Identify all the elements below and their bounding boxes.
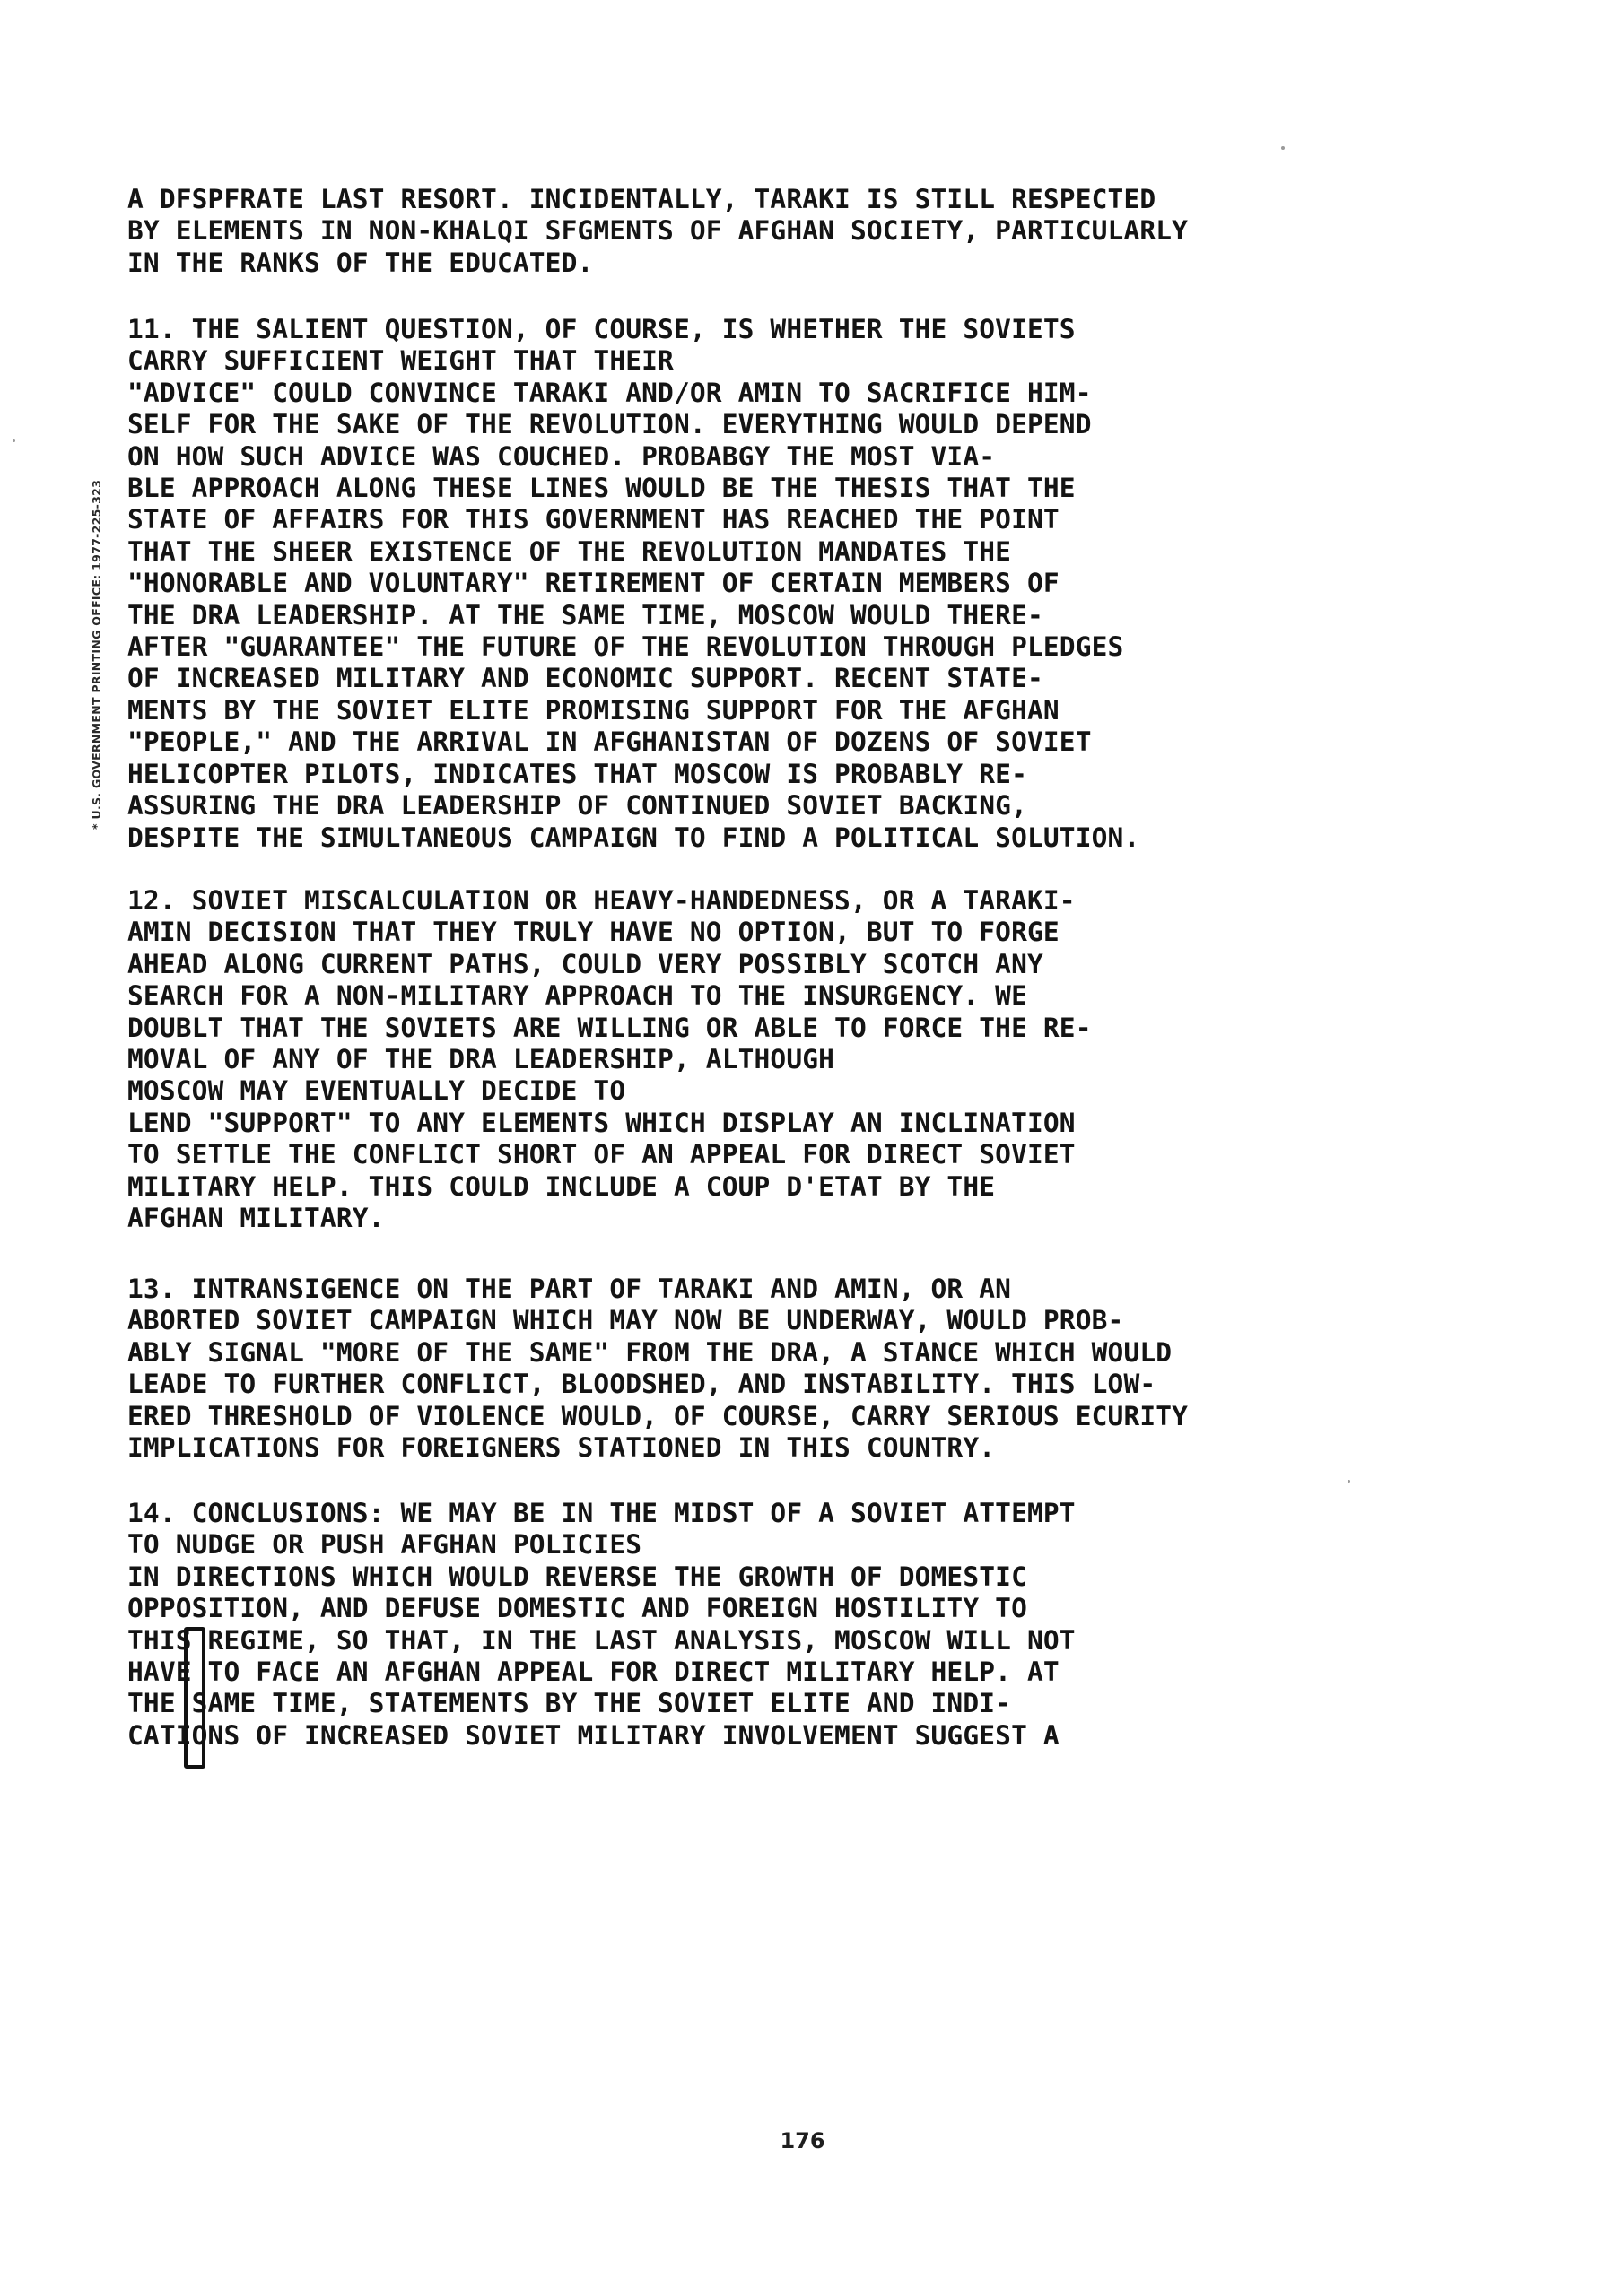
text-line: TO NUDGE OR PUSH AFGHAN POLICIES	[127, 1529, 642, 1561]
text-line: ABLY SIGNAL "MORE OF THE SAME" FROM THE DRA, A STANCE WHICH WOULD	[127, 1336, 1173, 1368]
text-line: LEADE TO FURTHER CONFLICT, BLOODSHED, AND INSTABILITY. THIS LOW-	[127, 1369, 1156, 1400]
scan-speck	[1348, 1480, 1350, 1483]
text-line: 13. INTRANSIGENCE ON THE PART OF TARAKI AND AMIN, OR AN	[127, 1274, 1012, 1304]
text-line: MOSCOW MAY EVENTUALLY DECIDE TO	[127, 1075, 626, 1107]
text-line: HAVE TO FACE AN AFGHAN APPEAL FOR DIRECT MILITARY HELP. AT	[127, 1657, 1060, 1688]
text-line: CATIONS OF INCREASED SOVIET MILITARY INVOLVEMENT SUGGEST A	[127, 1719, 1060, 1751]
text-line: "PEOPLE," AND THE ARRIVAL IN AFGHANISTAN OF DOZENS OF SOVIET	[127, 726, 1092, 758]
paragraph-12	[127, 885, 1092, 1234]
text-line: THAT THE SHEER EXISTENCE OF THE REVOLUTION MANDATES THE	[127, 535, 1012, 567]
paragraph-14	[127, 1498, 1076, 1752]
text-line: IMPLICATIONS FOR FOREIGNERS STATIONED IN THIS COUNTRY.	[127, 1432, 996, 1464]
paragraph-continuation	[127, 184, 1188, 279]
text-line: BLE APPROACH ALONG THESE LINES WOULD BE THE THESIS THAT THE	[127, 473, 1076, 504]
text-line: CARRY SUFFICIENT WEIGHT THAT THEIR	[127, 345, 674, 377]
text-line: LEND "SUPPORT" TO ANY ELEMENTS WHICH DISPLAY AN INCLINATION	[127, 1107, 1076, 1138]
text-line: BY ELEMENTS IN NON-KHALQI SFGMENTS OF AFGHAN SOCIETY, PARTICULARLY	[127, 215, 1189, 247]
text-line: MENTS BY THE SOVIET ELITE PROMISING SUPPORT FOR THE AFGHAN	[127, 694, 1060, 726]
text-line: AMIN DECISION THAT THEY TRULY HAVE NO OPTION, BUT TO FORGE	[127, 917, 1060, 948]
text-line: DOUBLT THAT THE SOVIETS ARE WILLING OR ABLE TO FORCE THE RE-	[127, 1012, 1092, 1043]
text-line: THIS REGIME, SO THAT, IN THE LAST ANALYSIS, MOSCOW WILL NOT	[127, 1624, 1076, 1656]
text-line: A DFSPFRATE LAST RESORT. INCIDENTALLY, TARAKI IS STILL RESPECTED	[127, 184, 1156, 214]
text-line: "ADVICE" COULD CONVINCE TARAKI AND/OR AMIN TO SACRIFICE HIM-	[127, 377, 1092, 408]
text-line: MOVAL OF ANY OF THE DRA LEADERSHIP, ALTHOUGH	[127, 1044, 835, 1075]
text-line: OPPOSITION, AND DEFUSE DOMESTIC AND FOREIGN HOSTILITY TO	[127, 1593, 1027, 1624]
redaction-bracket	[184, 1627, 205, 1769]
text-line: THE DRA LEADERSHIP. AT THE SAME TIME, MOSCOW WOULD THERE-	[127, 599, 1043, 631]
printing-office-text: * U.S. GOVERNMENT PRINTING OFFICE: 1977-225-323	[90, 479, 103, 830]
page-number: 176	[780, 2128, 825, 2153]
paragraph-13	[127, 1274, 1188, 1464]
text-line: TO SETTLE THE CONFLICT SHORT OF AN APPEAL FOR DIRECT SOVIET	[127, 1139, 1076, 1170]
text-line: DESPITE THE SIMULTANEOUS CAMPAIGN TO FIND A POLITICAL SOLUTION.	[127, 822, 1140, 853]
text-line: "HONORABLE AND VOLUNTARY" RETIREMENT OF CERTAIN MEMBERS OF	[127, 568, 1060, 599]
text-line: STATE OF AFFAIRS FOR THIS GOVERNMENT HAS REACHED THE POINT	[127, 504, 1060, 535]
text-line: 12. SOVIET MISCALCULATION OR HEAVY-HANDEDNESS, OR A TARAKI-	[127, 885, 1076, 916]
text-line: HELICOPTER PILOTS, INDICATES THAT MOSCOW IS PROBABLY RE-	[127, 758, 1027, 789]
text-line: SELF FOR THE SAKE OF THE REVOLUTION. EVERYTHING WOULD DEPEND	[127, 409, 1092, 440]
text-line: IN THE RANKS OF THE EDUCATED.	[127, 247, 594, 278]
paragraph-11	[127, 314, 1139, 854]
text-line: OF INCREASED MILITARY AND ECONOMIC SUPPORT. RECENT STATE-	[127, 663, 1043, 694]
text-line: 11. THE SALIENT QUESTION, OF COURSE, IS WHETHER THE SOVIETS	[127, 314, 1076, 344]
text-line: MILITARY HELP. THIS COULD INCLUDE A COUP D'ETAT BY THE	[127, 1170, 996, 1202]
text-line: AHEAD ALONG CURRENT PATHS, COULD VERY POSSIBLY SCOTCH ANY	[127, 948, 1043, 979]
text-line: IN DIRECTIONS WHICH WOULD REVERSE THE GROWTH OF DOMESTIC	[127, 1561, 1027, 1592]
text-line: AFTER "GUARANTEE" THE FUTURE OF THE REVOLUTION THROUGH PLEDGES	[127, 631, 1124, 663]
text-line: THE SAME TIME, STATEMENTS BY THE SOVIET ELITE AND INDI-	[127, 1688, 1012, 1719]
text-line: ON HOW SUCH ADVICE WAS COUCHED. PROBABGY THE MOST VIA-	[127, 440, 996, 472]
scan-speck	[1281, 146, 1285, 150]
text-line: AFGHAN MILITARY.	[127, 1203, 385, 1234]
text-line: ERED THRESHOLD OF VIOLENCE WOULD, OF COURSE, CARRY SERIOUS ECURITY	[127, 1400, 1189, 1431]
text-line: ASSURING THE DRA LEADERSHIP OF CONTINUED SOVIET BACKING,	[127, 790, 1027, 822]
text-line: ABORTED SOVIET CAMPAIGN WHICH MAY NOW BE UNDERWAY, WOULD PROB-	[127, 1305, 1124, 1336]
scan-speck	[13, 439, 15, 442]
text-line: 14. CONCLUSIONS: WE MAY BE IN THE MIDST OF A SOVIET ATTEMPT	[127, 1498, 1076, 1528]
text-line: SEARCH FOR A NON-MILITARY APPROACH TO THE INSURGENCY. WE	[127, 980, 1027, 1012]
